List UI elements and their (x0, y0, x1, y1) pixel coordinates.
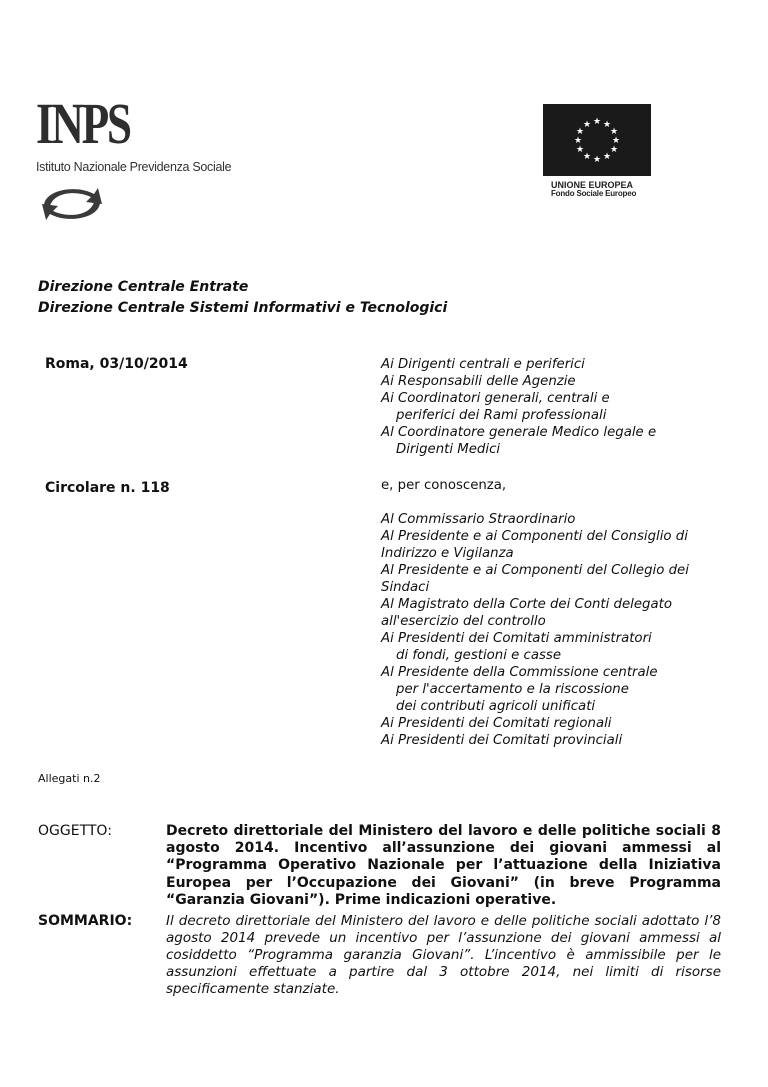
recipient: periferici dei Rami professionali (396, 408, 607, 423)
recipients-list (381, 356, 726, 749)
recipient: Al Coordinatore generale Medico legale e (381, 425, 657, 440)
eu-logo-line2: Fondo Sociale Europeo (551, 189, 637, 198)
department-2: Direzione Centrale Sistemi Informativi e Tecnologici (38, 300, 448, 316)
sommario-text: Il decreto direttoriale del Ministero del lavoro e delle politiche sociali adottato l’8 agosto 2014 prevede un incentivo per l’assunzione dei giovani ammessi al cosiddetto “Programma garanzia Giovani”. L’incentivo è ammissibile per le assunzioni effettuate a partire dal 3 ottobre 2014, nei limiti di risorse specificamente stanziate. (166, 913, 721, 997)
svg-text:★: ★ (602, 120, 612, 130)
svg-text:★: ★ (609, 145, 619, 155)
recipient: Ai Dirigenti centrali e periferici (381, 357, 585, 372)
oggetto-text: Decreto direttoriale del Ministero del lavoro e delle politiche sociali 8 agosto 2014. Incentivo all’assunzione dei giovani ammessi al “Programma Operativo Nazionale per l’attuazione della Iniziativa Europea per l’Occupazione dei Giovani” (in breve Programma “Garanzia Giovani”). Prime indicazioni operative. (166, 823, 721, 908)
cc-recipient: Al Presidente e ai Componenti del Consiglio di (381, 529, 688, 544)
eu-logo-line1: UNIONE EUROPEA (551, 180, 634, 190)
cc-recipient: Al Presidente della Commissione centrale (381, 665, 658, 680)
place-date: Roma, 03/10/2014 (45, 356, 188, 372)
inps-logo-word: INPS (36, 91, 130, 156)
inps-logo-subtitle: Istituto Nazionale Previdenza Sociale (36, 160, 232, 174)
recipient: Dirigenti Medici (396, 442, 501, 457)
cc-recipient: Ai Presidenti dei Comitati provinciali (381, 733, 623, 748)
cc-recipient: di fondi, gestioni e casse (396, 648, 562, 663)
svg-text:★: ★ (582, 120, 592, 130)
eu-flag (543, 104, 651, 176)
cc-recipient: Al Commissario Straordinario (381, 512, 576, 527)
recipient: Ai Responsabili delle Agenzie (381, 374, 576, 389)
circolare-number: Circolare n. 118 (45, 480, 170, 496)
sommario-label: SOMMARIO: (38, 913, 133, 929)
recycle-arrows-icon (36, 180, 108, 228)
cc-label: e, per conoscenza, (381, 478, 507, 493)
svg-text:★: ★ (602, 152, 612, 162)
attachments-count: Allegati n.2 (38, 772, 101, 785)
cc-recipient: all'esercizio del controllo (381, 614, 546, 629)
svg-text:★: ★ (609, 127, 619, 137)
eu-logo (543, 104, 653, 199)
cc-recipient: per l'accertamento e la riscossione (396, 682, 629, 697)
svg-text:★: ★ (573, 136, 583, 146)
svg-text:★: ★ (611, 136, 621, 146)
department-1: Direzione Centrale Entrate (38, 279, 249, 295)
eu-stars-icon (543, 104, 651, 176)
svg-text:★: ★ (592, 117, 602, 127)
cc-recipient: Ai Presidenti dei Comitati amministratori (381, 631, 652, 646)
cc-recipient: Ai Presidenti dei Comitati regionali (381, 716, 612, 731)
oggetto-label: OGGETTO: (38, 823, 112, 839)
recipient: Ai Coordinatori generali, centrali e (381, 391, 610, 406)
cc-recipient: dei contributi agricoli unificati (396, 699, 596, 714)
cc-recipient: Indirizzo e Vigilanza (381, 546, 514, 561)
svg-text:★: ★ (592, 155, 602, 165)
cc-recipient: Al Magistrato della Corte dei Conti delegato (381, 597, 672, 612)
inps-logo (36, 92, 246, 232)
cc-recipient: Al Presidente e ai Componenti del Collegio dei (381, 563, 689, 578)
svg-text:★: ★ (582, 152, 592, 162)
svg-text:★: ★ (575, 127, 585, 137)
svg-text:★: ★ (575, 145, 585, 155)
cc-recipient: Sindaci (381, 580, 430, 595)
